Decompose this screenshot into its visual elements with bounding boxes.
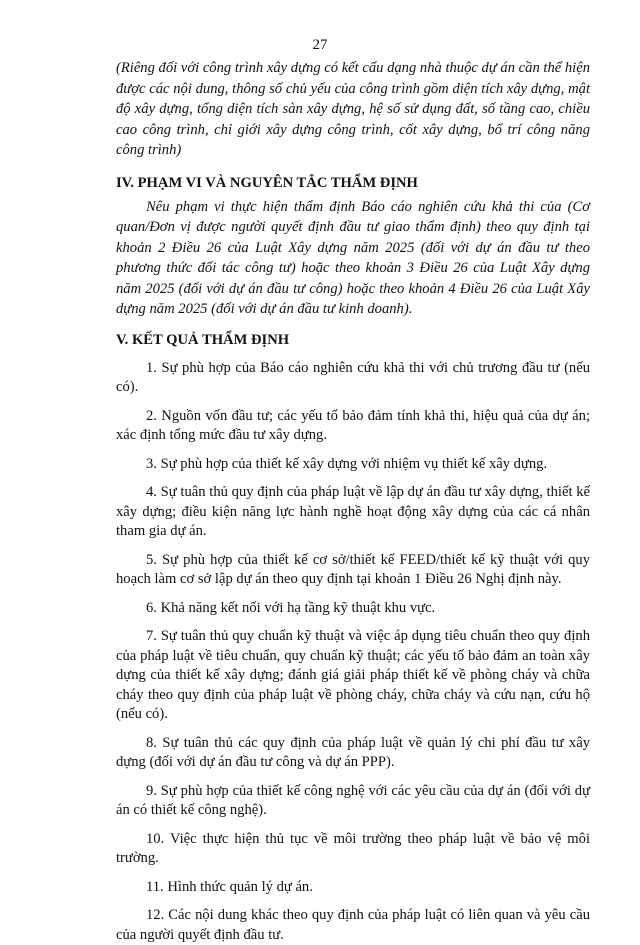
section-4-heading: IV. PHẠM VI VÀ NGUYÊN TẮC THẨM ĐỊNH (116, 174, 418, 191)
result-item-11: 11. Hình thức quản lý dự án. (146, 878, 313, 895)
result-item-1: 1. Sự phù hợp của Báo cáo nghiên cứu khả thi với chủ trương đầu tư (nếu có). (116, 359, 590, 395)
result-item-3: 3. Sự phù hợp của thiết kế xây dựng với nhiệm vụ thiết kế xây dựng. (146, 455, 548, 472)
result-item-5: 5. Sự phù hợp của thiết kế cơ sở/thiết kế FEED/thiết kế kỹ thuật với quy hoạch làm cơ sở lập dự án theo quy định tại khoản 1 Điều 26 Nghị định này. (116, 551, 590, 587)
result-item-4: 4. Sự tuân thủ quy định của pháp luật về lập dự án đầu tư xây dựng, thiết kế xây dựng; điều kiện năng lực hành nghề hoạt động xây dựng của các cá nhân tham gia dự án. (116, 484, 590, 539)
section-4-text: Nêu phạm vi thực hiện thẩm định Báo cáo nghiên cứu khả thi của (Cơ quan/Đơn vị được người quyết định đầu tư giao thẩm định) theo quy định tại khoản 2 Điều 26 của Luật Xây dựng năm 2025 (đối với dự án đầu tư theo phương thức đối tác công tư) hoặc theo khoản 3 Điều 26 của Luật Xây dựng năm 2025 (đối với dự án đầu tư công) hoặc theo khoản 4 Điều 26 của Luật Xây dựng năm 2025 (đối với dự án đầu tư kinh doanh). (116, 198, 590, 317)
result-item-10: 10. Việc thực hiện thủ tục về môi trường theo pháp luật về bảo vệ môi trường. (116, 830, 590, 866)
section-5-heading: V. KẾT QUẢ THẨM ĐỊNH (116, 331, 290, 348)
result-item-8: 8. Sự tuân thủ các quy định của pháp luật về quản lý chi phí đầu tư xây dựng (đối với dự án đầu tư công và dự án PPP). (116, 734, 590, 770)
result-item-9: 9. Sự phù hợp của thiết kế công nghệ với các yêu cầu của dự án (đối với dự án có thiết kế công nghệ). (116, 782, 590, 818)
document-body (116, 58, 590, 945)
result-item-2: 2. Nguồn vốn đầu tư; các yếu tố bảo đảm tính khả thi, hiệu quả của dự án; xác định tổng mức đầu tư xây dựng. (116, 407, 590, 443)
result-item-7: 7. Sự tuân thủ quy chuẩn kỹ thuật và việc áp dụng tiêu chuẩn theo quy định của pháp luật về tiêu chuẩn, quy chuẩn kỹ thuật; các yếu tố bảo đảm an toàn xây dựng của thiết kế xây dựng; đánh giá giải pháp thiết kế về phòng cháy và chữa cháy theo quy định của pháp luật về phòng cháy, chữa cháy và cứu nạn, cứu hộ (nếu có). (116, 628, 590, 722)
result-item-12: 12. Các nội dung khác theo quy định của pháp luật có liên quan và yêu cầu của người quyết định đầu tư. (116, 907, 590, 943)
intro-note: (Riêng đối với công trình xây dựng có kết cấu dạng nhà thuộc dự án cần thể hiện được các nội dung, thông số chủ yếu của công trình gồm diện tích xây dựng, mật độ xây dựng, tổng diện tích sàn xây dựng, hệ số sử dụng đất, số tầng cao, chiều cao công trình, chỉ giới xây dựng công trình, cốt xây dựng, bố trí công năng công trình) (116, 60, 590, 158)
page-number: 27 (312, 37, 328, 53)
result-item-6: 6. Khả năng kết nối với hạ tầng kỹ thuật khu vực. (146, 599, 436, 616)
